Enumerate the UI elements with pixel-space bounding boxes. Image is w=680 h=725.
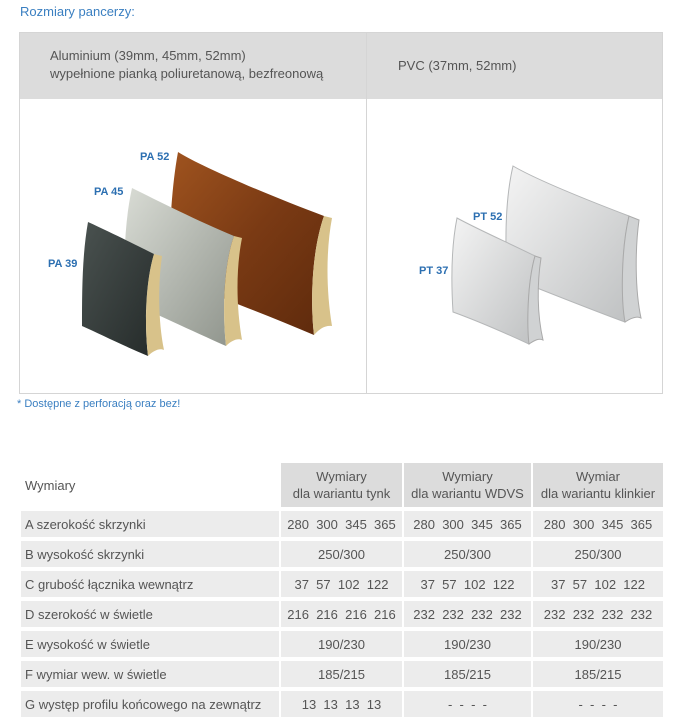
table-row	[21, 571, 663, 597]
profiles-panel	[19, 32, 663, 394]
aluminium-profiles-image	[20, 100, 366, 392]
table-cell: 250/300	[533, 541, 663, 567]
table-cell: - - - -	[533, 691, 663, 717]
table-cell: 250/300	[404, 541, 531, 567]
row-label: D szerokość w świetle	[21, 601, 279, 627]
column-header-tynk: Wymiary dla wariantu tynk	[281, 463, 402, 507]
table-cell: 280 300 345 365	[281, 511, 402, 537]
table-cell: 216 216 216 216	[281, 601, 402, 627]
table-cell: 185/215	[281, 661, 402, 687]
table-row	[21, 691, 663, 717]
table-cell: 37 57 102 122	[533, 571, 663, 597]
row-label: B wysokość skrzynki	[21, 541, 279, 567]
table-row	[21, 601, 663, 627]
table-row	[21, 661, 663, 687]
table-cell: 232 232 232 232	[533, 601, 663, 627]
row-label: C grubość łącznika wewnątrz	[21, 571, 279, 597]
row-label: F wymiar wew. w świetle	[21, 661, 279, 687]
table-cell: 280 300 345 365	[533, 511, 663, 537]
section-title: Rozmiary pancerzy:	[20, 4, 135, 19]
table-cell: 13 13 13 13	[281, 691, 402, 717]
perforation-note: * Dostępne z perforacją oraz bez!	[17, 398, 181, 410]
table-cell: 37 57 102 122	[404, 571, 531, 597]
profile-label-pt37: PT 37	[419, 265, 449, 277]
table-cell: 280 300 345 365	[404, 511, 531, 537]
table-cell: 185/215	[404, 661, 531, 687]
table-header-row	[21, 463, 663, 507]
profile-label-pt52: PT 52	[473, 211, 503, 223]
table-cell: 190/230	[533, 631, 663, 657]
table-cell: 190/230	[404, 631, 531, 657]
row-label: G występ profilu końcowego na zewnątrz	[21, 691, 279, 717]
pvc-title: PVC (37mm, 52mm)	[398, 58, 517, 73]
profile-label-pa39: PA 39	[48, 258, 78, 270]
table-cell: - - - -	[404, 691, 531, 717]
pvc-profiles-image	[367, 100, 662, 392]
table-row	[21, 631, 663, 657]
table-row	[21, 511, 663, 537]
profile-label-pa45: PA 45	[94, 186, 124, 198]
table-row	[21, 541, 663, 567]
dimensions-table	[19, 459, 665, 721]
row-label: A szerokość skrzynki	[21, 511, 279, 537]
column-header-wdvs: Wymiary dla wariantu WDVS	[404, 463, 531, 507]
table-cell: 37 57 102 122	[281, 571, 402, 597]
aluminium-header	[20, 33, 366, 99]
column-header-klinkier: Wymiar dla wariantu klinkier	[533, 463, 663, 507]
table-cell: 232 232 232 232	[404, 601, 531, 627]
table-cell: 190/230	[281, 631, 402, 657]
aluminium-subtitle: wypełnione pianką poliuretanową, bezfreonową	[50, 66, 324, 81]
pvc-header	[367, 33, 662, 99]
table-cell: 185/215	[533, 661, 663, 687]
profile-label-pa52: PA 52	[140, 151, 170, 163]
row-label: E wysokość w świetle	[21, 631, 279, 657]
table-cell: 250/300	[281, 541, 402, 567]
table-label-header: Wymiary	[25, 477, 76, 493]
aluminium-title: Aluminium (39mm, 45mm, 52mm)	[50, 48, 246, 63]
